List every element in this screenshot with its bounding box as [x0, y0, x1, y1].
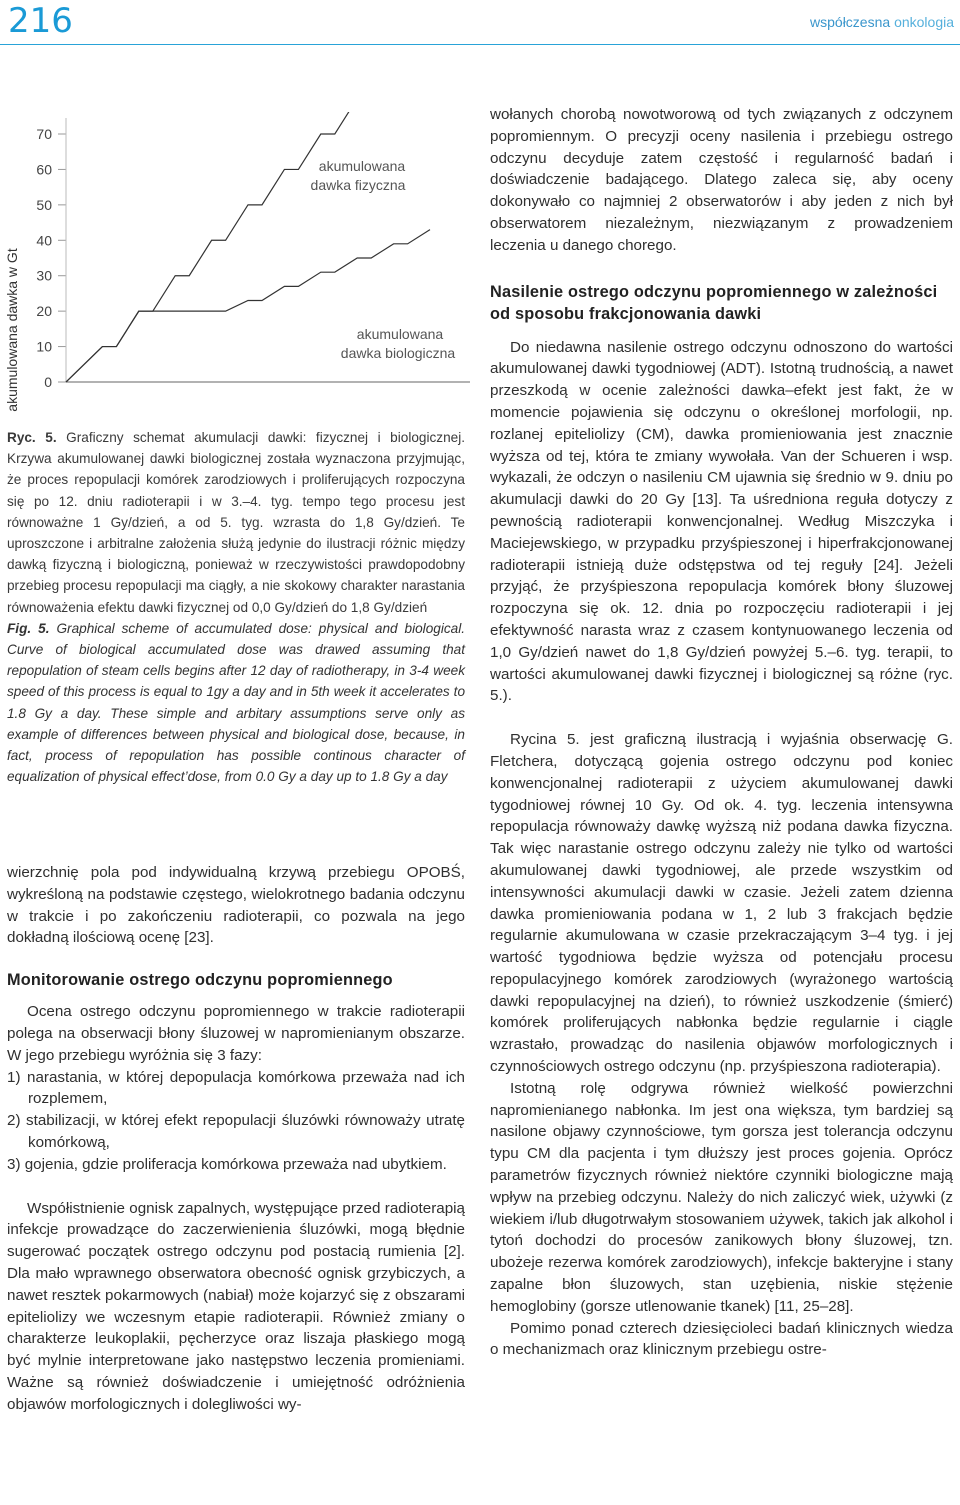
- left-paragraph-1: wierzchnię pola pod indywidualną krzywą przebiegu OPOBŚ, wykreśloną na podstawie częstego, wielokrotnego badania odczynu w trakcie i po zakończeniu radioterapii, co pozwala na jego dokładną ilościową ocenę [23].: [7, 864, 465, 947]
- caption-polish-label: Ryc. 5.: [7, 430, 57, 445]
- y-axis-ticks: [36, 126, 66, 390]
- y-axis-label-group: [4, 248, 20, 412]
- y-tick-label: 60: [36, 161, 52, 178]
- right-paragraph-1: wołanych chorobą nowotworową od tych związanych z odczynem popromiennym. O precyzji oceny nasilenia i przebiegu ostrego odczynu decyduje zatem częstość i regularność badań i doświadczenie badającego. Dlatego zaleca się, aby oceny dokonywało co najmniej 2 obserwatorów i aby jeden z nich był obserwatorem niezależnym, niezwiązanym z prowadzeniem leczenia u danego chorego.: [490, 106, 953, 254]
- right-paragraph-5: Pomimo ponad czterech dziesięcioleci badań klinicznych wiedza o mechanizmach oraz klinicznym przebiegu ostre-: [490, 1319, 953, 1359]
- figure-caption: [7, 427, 465, 787]
- journal-title-part2: onkologia: [894, 14, 954, 30]
- right-paragraph-2: Do niedawna nasilenie ostrego odczynu odnoszono do wartości akumulowanej dawki tygodniowej (ADT). Istotną trudnością, a nawet przeszkodą w ocenie zależności dawka–efekt jest fakt, że w momencie pojawienia się odczynu o określonej morfologii, np. rozlanej epiteliolizy (CM), dawka promieniowania jest znacznie wyższa od tej, która te zmiany wywołała. Van der Schueren i wsp. wykazali, że odczyn o nasileniu CM ujawnia się średnio w 9. dniu po akumulacji dawki do 20 Gy [13]. Ta uśredniona reguła dotyczy z pewnością radioterapii konwencjonalnej. Według Miszczyka i Maciejewskiego, w przypadku przyśpieszonej i hiperfrakcjonowanej radioterapii istnieją duże odstępstwa od tej reguły [24]. Jeżeli przyjąć, że przyśpieszona repopulacja komórek błony śluzowej rozpoczyna się ok. 12. dnia po rozpoczęciu radioterapii i jej efektywność narasta wraz z czasem kontynuowanego leczenia od 1,0 Gy/dzień nawet do 1,8 Gy/dzień powyżej 5.–6. tyg. terapii, to wartości akumulowanej dawki fizycznej i biologicznej są różne (ryc. 5.).: [490, 338, 953, 705]
- right-paragraph-4: Istotną rolę odgrywa również wielkość powierzchni napromienianego nabłonka. Im jest ona większa, tym bardziej są nasilone objawy czynnościowe, tym gorsza jest tolerancja odczynu typu CM dla pacjenta i tym dłuższy jest proces gojenia. Oprócz parametrów fizycznych również niektóre czynniki biologiczne mają wpływ na przebieg odczynu. Należy do nich zaliczyć wiek, używki (z wiekiem i/lub długotrwałym stosowaniem używek, takich jak alkohol i tytoń dochodzi do procesów zanikowych błony śluzowej, tzn. ubożeje rezerwa komórek zarodziowych), infekcje bakteryjne i stany zapalne błon śluzowych, stan uzębienia, niskie stężenie hemoglobiny (gorsze utlenowanie tkanek) [11, 25–28].: [490, 1079, 953, 1315]
- section-heading-fractionation: Nasilenie ostrego odczynu popromiennego w zależności od sposobu frakcjonowania dawki: [490, 282, 938, 323]
- caption-english-label: Fig. 5.: [7, 620, 50, 636]
- y-tick-label: 30: [36, 267, 52, 284]
- y-tick-label: 20: [36, 303, 52, 320]
- journal-title-part1: współczesna: [810, 14, 891, 30]
- y-tick-label: 0: [44, 374, 52, 390]
- page-header: [0, 0, 960, 45]
- list-item: 1) narastania, w której depopulacja komórkowa przeważa nad ich rozplemem,: [7, 1068, 465, 1108]
- journal-title: [810, 14, 954, 30]
- left-paragraph-3: Współistnienie ognisk zapalnych, występujące przed radioterapią infekcje prowadzące do zaczerwienienia śluzówki, mogą błędnie sugerować początek ostrego odczynu pod postacią rumienia [2]. Dla mało wprawnego obserwatora obecność ognisk grzybiczych, a nawet resztek pokarmowych (nabiał) może kojarzyć się z obszarami epiteliolizy we wczesnym etapie radioterapii. Również zmiany o charakterze leukoplakii, pęcherzyce oraz liszaja płaskiego mogą być mylnie interpretowane jako następstwo leczenia promieniami. Ważne są również doświadczenie i umiejętność odróżnienia objawów morfologicznych i dolegliwości wy-: [7, 1199, 465, 1413]
- list-item: 3) gojenia, gdzie proliferacja komórkowa przeważa nad ubytkiem.: [7, 1155, 447, 1173]
- left-column: [7, 862, 465, 1416]
- caption-polish-text: Graficzny schemat akumulacji dawki: fizycznej i biologicznej. Krzywa akumulowanej dawki biologicznej została wyznaczona przyjmując, że proces repopulacji komórek zarodziowych i proliferujących rozpoczyna się po 12. dniu radioterapii i w 3.–4. tyg. tempo tego procesu jest równoważne 1 Gy/dzień, a od 5. tyg. wzrasta do 1,8 Gy/dzień. Te uproszczone i arbitralne założenia służą jedynie do ilustracji różnic między dawką fizyczną i biologiczną, ponieważ w rzeczywistości prawdopodobny przebieg procesu repopulacji ma ciągły, a nie skokowy charakter narastania równoważenia efektu dawki fizycznej od 0,0 Gy/dzień do 1,8 Gy/dzień: [7, 430, 465, 615]
- page-number: 216: [8, 1, 73, 41]
- y-tick-label: 10: [36, 338, 52, 355]
- annotation-physical-line2: dawka fizyczna: [310, 177, 406, 193]
- y-tick-label: 50: [36, 196, 52, 213]
- section-heading-monitoring: Monitorowanie ostrego odczynu popromiennego: [7, 971, 393, 990]
- left-paragraph-2: Ocena ostrego odczynu popromiennego w trakcie radioterapii polega na obserwacji błony śluzowej w napromienianym obszarze. W jego przebiegu wyróżnia się 3 fazy:: [7, 1003, 465, 1064]
- annotation-physical-line1: akumulowana: [318, 158, 406, 174]
- caption-english-text: Graphical scheme of accumulated dose: physical and biological. Curve of biological accumulated dose was drawed assuming that repopulation of steam cells begins after 12 day of radiotherapy, in 3-4 week speed of this process is equal to 1gy a day and in 5th week it accelerates to 1.8 Gy a day. These simple and arbitary assumptions serve only as example of differences between physical and biological dose, because, in fact, process of repopulation has possible continous character of equalization of physical effect’dose, from 0.0 Gy a day up to 1.8 Gy a day: [7, 620, 465, 785]
- caption-english: [7, 618, 465, 788]
- right-column: [490, 104, 953, 1361]
- annotation-biological-line2: dawka biologiczna: [340, 345, 456, 361]
- caption-polish: [7, 427, 465, 618]
- right-paragraph-3: Rycina 5. jest graficzną ilustracją i wyjaśnia obserwację G. Fletchera, dotyczącą gojenia ostrego odczynu pod koniec konwencjonalnej radioterapii z użyciem akumulowanej dawki tygodniowej równej 10 Gy. Od ok. 4. tyg. leczenia intensywna repopulacja równoważy dawkę wyższą niż podana dawka fizyczna. Tak więc narastanie ostrego odczynu zależy nie tylko od wartości akumulowanej dawki tygodniowej, ale przede wszystkim od intensywności akumulacji dawki w czasie. Jeżeli zatem dzienna dawka promieniowania podana w 1, 2 lub 3 frakcjach będzie regularnie akumulowana w czasie przekraczającym 3–4 tyg. i jej wartość tygodniowa będzie wyższa od potencjału procesu repopulacyjnego komórek zarodziowych (wyrażonego wartością dawki repopulacyjnej na dzień), to również uszkodzenie (śmierć) komórek proliferujących nabłonka będzie regularnie i ciągle wzrastało, prowadząc do nasilenia objawów morfologicznych i czynnościowych ostrego odczynu (np. przyśpieszona radioterapia).: [490, 731, 953, 1076]
- list-item: 2) stabilizacji, w której efekt repopulacji śluzówki równoważy utratę komórkową,: [7, 1112, 465, 1151]
- dose-accumulation-chart: [0, 112, 470, 412]
- y-tick-label: 40: [36, 232, 52, 249]
- annotation-biological-line1: akumulowana: [356, 326, 444, 342]
- y-axis-label: akumulowana dawka w Gt: [4, 248, 20, 412]
- y-tick-label: 70: [36, 126, 52, 142]
